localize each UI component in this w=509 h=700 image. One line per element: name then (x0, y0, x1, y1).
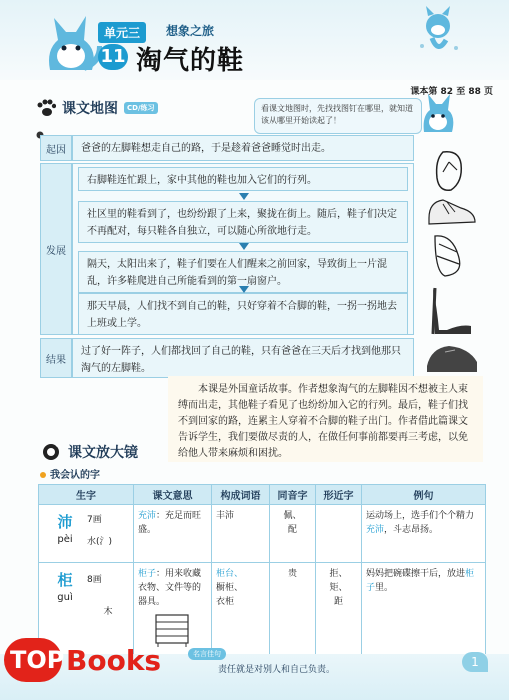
similar-cell (316, 505, 362, 563)
lesson-title: 淘气的鞋 (136, 46, 245, 76)
homophone: 贵 (287, 569, 297, 579)
meaning-word: 柜子 (138, 569, 157, 579)
stroke-count: 8画 (87, 575, 102, 585)
words-cell (212, 563, 270, 657)
unit-name: 想象之旅 (166, 24, 215, 38)
story-map (40, 135, 420, 380)
page-header (0, 0, 509, 80)
magnifier-heading (40, 442, 138, 462)
radical: 水(氵) (87, 537, 113, 547)
flow-arrow-icon (239, 243, 249, 250)
column-header: 形近字 (316, 485, 362, 505)
vocabulary-subheading-text: 我会认的字 (50, 470, 100, 481)
example-highlight: 充沛 (366, 525, 385, 535)
column-header: 同音字 (270, 485, 316, 505)
cause-box: 爸爸的左脚鞋想走自己的路，于是趁着爸爸睡觉时出走。 (72, 135, 414, 161)
flow-arrow-icon (239, 286, 249, 293)
homophone: 佩、 (283, 511, 302, 521)
table-row (39, 505, 486, 563)
shoes-illustration-icon (425, 148, 480, 378)
column-header: 生字 (39, 485, 134, 505)
unit-tag: 单元三 (98, 22, 146, 43)
words-cell (212, 505, 270, 563)
page-range: 课本第 82 至 88 页 (410, 87, 493, 97)
page-number: 1 (462, 652, 488, 672)
meaning-word: 充沛 (138, 511, 157, 521)
topbooks-watermark-logo (0, 630, 175, 690)
row-label-development: 发展 (40, 163, 72, 335)
homophones-cell (270, 505, 316, 563)
pinyin: pèi (57, 534, 73, 545)
development-box-1: 右脚鞋连忙跟上，家中其他的鞋也加入它们的行列。 (78, 167, 408, 191)
pinyin: guì (57, 592, 73, 603)
bullet-icon (40, 472, 46, 478)
column-header: 构成词语 (212, 485, 270, 505)
logo-top-text: TOP (10, 646, 65, 674)
vocabulary-subheading (40, 466, 100, 481)
flying-fox-icon (412, 6, 464, 58)
table-header-row (39, 485, 486, 505)
lesson-introduction: 本课是外国童话故事。作者想象淘气的左脚鞋因不想被主人束缚而出走，其他鞋子看见了也纷纷加入它的行列。最后，鞋子们找不到回家的路，连累主人穿着不合脚的鞋子出门。作者借此篇课文告诉学生，我们要做尽责的人，在做任何事前都要再三考虑，以免给他人带来麻烦和困扰。 (168, 376, 483, 462)
homophones-cell (270, 563, 316, 657)
development-box-3: 隔天，太阳出来了，鞋子们要在人们醒来之前回家，导致街上一片混乱，许多鞋爬进自己所能看到的第一扇窗户。 (78, 251, 408, 293)
similar-cell (316, 563, 362, 657)
homophone: 配 (287, 525, 297, 535)
example-text: 里。 (375, 583, 394, 593)
flow-arrow-icon (239, 193, 249, 200)
meaning-text: ：充足而旺盛。 (138, 511, 202, 535)
development-box-2: 社区里的鞋看到了，也纷纷跟了上来，聚拢在街上。随后，鞋子们决定不再配对，每只鞋各自独立，可以随心所欲地行走。 (78, 201, 408, 243)
example-text: 运动场上，选手们个个精力 (366, 511, 475, 521)
example-text: 妈妈把碗碟擦干后，放进 (366, 569, 466, 579)
example-cell (362, 563, 486, 657)
speech-bubble: 看课文地图时，先找找图钉在哪里，就知道该从哪里开始读起了！ (254, 98, 422, 134)
similar-char: 拒、 (329, 569, 348, 579)
magnifier-title: 课文放大镜 (68, 445, 138, 461)
meaning-cell (134, 505, 212, 563)
result-box: 过了好一阵子，人们都找回了自己的鞋，只有爸爸在三天后才找到他那只淘气的左脚鞋。 (72, 338, 414, 378)
radical: 木 (103, 607, 113, 617)
meaning-text: ：用来收藏衣物、文件等的器具。 (138, 569, 202, 607)
word: 衣柜 (216, 597, 235, 607)
character: 沛 (57, 513, 73, 531)
motto-tag: 名言佳句 (188, 648, 226, 660)
story-map-title: 课文地图 (62, 101, 118, 117)
motto-text: 责任就是对别人和自己负责。 (218, 665, 336, 675)
similar-char: 矩、 (329, 583, 348, 593)
row-label-result: 结果 (40, 338, 72, 378)
stroke-count: 7画 (87, 515, 102, 525)
example-cell (362, 505, 486, 563)
example-text: ，斗志昂扬。 (384, 525, 439, 535)
logo-books-text: Books (66, 644, 162, 677)
story-map-heading (36, 98, 158, 118)
lesson-number: 11 (98, 44, 128, 70)
row-label-cause: 起因 (40, 135, 72, 161)
word: 柜台、 (216, 569, 244, 579)
magnifier-icon (40, 442, 62, 462)
fox-guide-icon (418, 92, 458, 136)
fox-mascot-icon (40, 10, 102, 76)
development-box-4: 那天早晨，人们找不到自己的鞋，只好穿着不合脚的鞋，一拐一拐地去上班或上学。 (78, 293, 408, 335)
column-header: 例句 (362, 485, 486, 505)
word: 橱柜、 (216, 583, 244, 593)
column-header: 课文意思 (134, 485, 212, 505)
character: 柜 (57, 571, 73, 589)
example-highlight: 柜子 (366, 569, 475, 593)
similar-char: 距 (333, 597, 343, 607)
character-cell (39, 505, 134, 563)
word: 丰沛 (216, 511, 235, 521)
cd-badge: CD/练习 (124, 102, 158, 114)
paw-icon (36, 99, 56, 117)
